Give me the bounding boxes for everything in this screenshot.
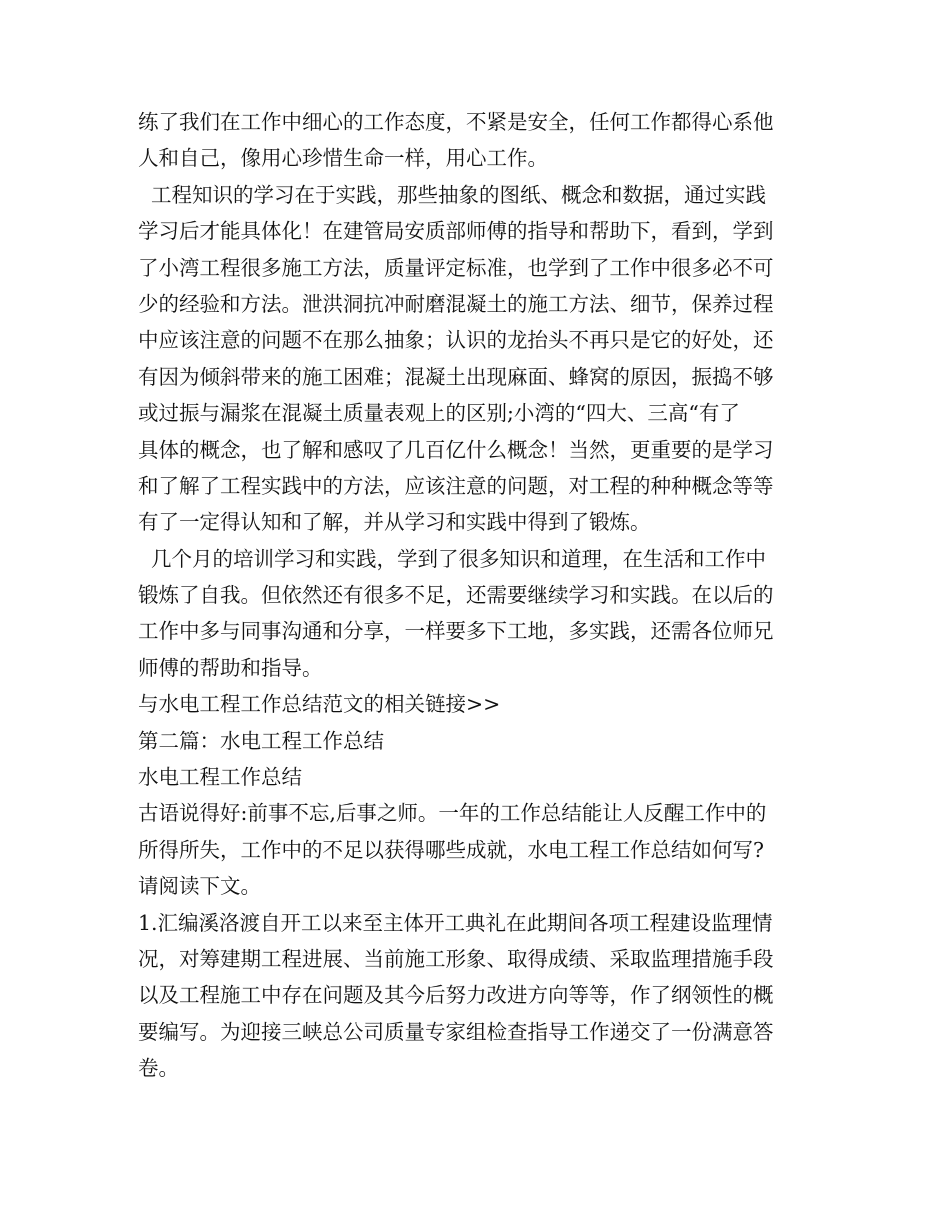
text-line: 有了一定得认知和了解，并从学习和实践中得到了锻炼。: [138, 510, 651, 535]
text-line: 和了解了工程实践中的方法，应该注意的问题，对工程的种种概念等等: [138, 473, 774, 498]
text-line: 具体的概念，也了解和感叹了几百亿什么概念！当然，更重要的是学习: [138, 437, 774, 462]
text-line: 了小湾工程很多施工方法，质量评定标准，也学到了工作中很多必不可: [138, 255, 774, 280]
section-heading: 第二篇：水电工程工作总结: [138, 728, 384, 753]
text-line: 卷。: [138, 1056, 179, 1081]
text-line: 有因为倾斜带来的施工困难；混凝土出现麻面、蜂窝的原因，振捣不够: [138, 364, 774, 389]
text-line: 师傅的帮助和指导。: [138, 655, 323, 680]
text-line: 要编写。为迎接三峡总公司质量专家组检查指导工作递交了一份满意答: [138, 1019, 774, 1044]
text-line: 请阅读下文。: [138, 874, 261, 899]
text-line: 1.汇编溪洛渡自开工以来至主体开工典礼在此期间各项工程建设监理情: [138, 910, 773, 935]
text-line: 锻炼了自我。但依然还有很多不足，还需要继续学习和实践。在以后的: [138, 583, 774, 608]
text-line: 况，对筹建期工程进展、当前施工形象、取得成绩、采取监理措施手段: [138, 946, 774, 971]
text-line: 工程知识的学习在于实践，那些抽象的图纸、概念和数据，通过实践: [138, 182, 767, 207]
text-line: 学习后才能具体化！在建管局安质部师傅的指导和帮助下，看到，学到: [138, 219, 774, 244]
section-title: 水电工程工作总结: [138, 765, 302, 790]
text-line: 练了我们在工作中细心的工作态度，不紧是安全，任何工作都得心系他: [138, 110, 774, 134]
text-line: 几个月的培训学习和实践，学到了很多知识和道理，在生活和工作中: [138, 546, 767, 571]
text-line: 所得所失，工作中的不足以获得哪些成就，水电工程工作总结如何写?: [138, 837, 764, 862]
text-line: 工作中多与同事沟通和分享，一样要多下工地，多实践，还需各位师兄: [138, 619, 774, 644]
text-line: 人和自己，像用心珍惜生命一样，用心工作。: [138, 146, 548, 171]
text-line: 以及工程施工中存在问题及其今后努力改进方向等等，作了纲领性的概: [138, 983, 774, 1008]
document-body: [138, 104, 818, 1087]
text-line: 或过振与漏浆在混凝土质量表观上的区别;小湾的“四大、三高“有了: [138, 401, 740, 426]
text-line: 少的经验和方法。泄洪洞抗冲耐磨混凝土的施工方法、细节，保养过程: [138, 291, 774, 316]
related-link[interactable]: 与水电工程工作总结范文的相关链接>>: [138, 692, 501, 717]
text-line: 古语说得好:前事不忘,后事之师。一年的工作总结能让人反醒工作中的: [138, 801, 767, 826]
text-line: 中应该注意的问题不在那么抽象；认识的龙抬头不再只是它的好处，还: [138, 328, 774, 353]
